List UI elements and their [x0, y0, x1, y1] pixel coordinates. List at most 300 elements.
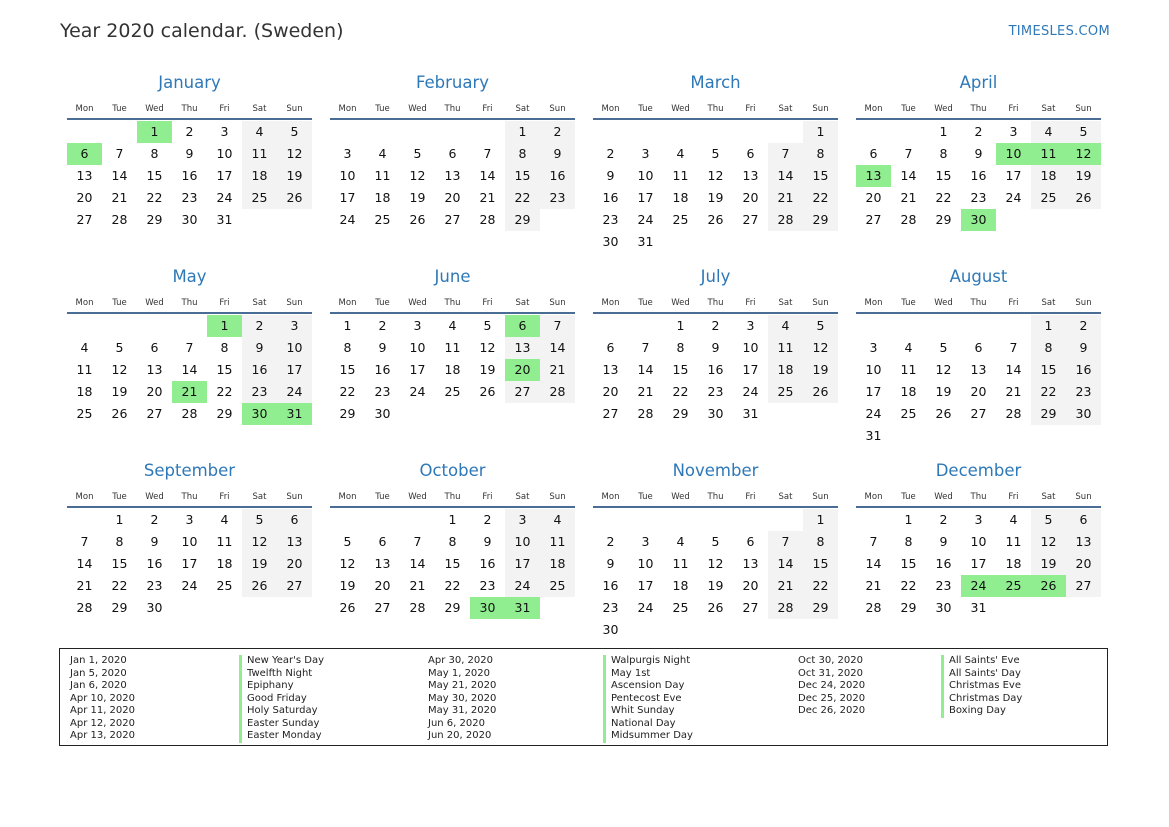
day-cell: 17: [1005, 168, 1022, 183]
weekday-label: Mon: [864, 298, 883, 308]
day-cell: 27: [602, 406, 619, 421]
weekday-header: [856, 104, 1101, 120]
weekday-label: Sat: [515, 104, 530, 114]
weekday-label: Tue: [638, 104, 653, 114]
day-cell: 28: [479, 212, 496, 227]
day-cell: 7: [540, 315, 575, 337]
day-cell: 17: [216, 168, 233, 183]
day-cell: 13: [970, 362, 987, 377]
weekday-label: Wed: [671, 492, 690, 502]
day-cell: 8: [904, 534, 913, 549]
weekday-label: Sun: [286, 298, 303, 308]
day-cell: 17: [339, 190, 356, 205]
day-cell: 30: [602, 622, 619, 637]
holiday-day-cell: 24: [961, 575, 996, 597]
day-cell: 14: [540, 337, 575, 359]
legend-holiday-name: May 1st: [603, 668, 693, 681]
day-cell: 17: [637, 578, 654, 593]
weekday-label: Thu: [970, 492, 987, 502]
holiday-day-cell: 13: [856, 165, 891, 187]
day-cell: 10: [409, 340, 426, 355]
day-cell: 4: [448, 318, 457, 333]
month-name: October: [419, 461, 486, 480]
legend-date: Dec 26, 2020: [798, 705, 866, 716]
day-cell: 27: [970, 406, 987, 421]
weekday-label: Wed: [145, 492, 164, 502]
day-cell: 15: [146, 168, 163, 183]
day-cell: 3: [220, 124, 229, 139]
month-may: [67, 267, 314, 457]
day-cell: 10: [277, 337, 312, 359]
day-cell: 19: [707, 578, 724, 593]
day-cell: 13: [146, 362, 163, 377]
legend-date: May 21, 2020: [428, 680, 497, 691]
day-cell: 12: [935, 362, 952, 377]
weekday-label: Tue: [112, 492, 127, 502]
legend-dates-column: [70, 655, 135, 743]
day-cell: 14: [479, 168, 496, 183]
weekday-label: Sat: [252, 492, 267, 502]
day-cell: 7: [768, 143, 803, 165]
day-cell: 24: [339, 212, 356, 227]
day-cell: 15: [111, 556, 128, 571]
day-cell: 4: [378, 146, 387, 161]
day-cell: 25: [374, 212, 391, 227]
day-cell: 5: [115, 340, 124, 355]
legend-dates-column: [798, 655, 865, 718]
legend-holiday-name: Ascension Day: [603, 680, 693, 693]
day-cell: 9: [974, 146, 983, 161]
weekday-label: Mon: [601, 492, 620, 502]
day-cell: 9: [939, 534, 948, 549]
day-cell: 23: [479, 578, 496, 593]
legend-date: Oct 30, 2020: [798, 655, 863, 666]
day-cell: 16: [540, 165, 575, 187]
weekday-label: Tue: [901, 298, 916, 308]
day-cell: 12: [111, 362, 128, 377]
weekday-label: Sun: [1075, 298, 1092, 308]
day-cell: 29: [803, 597, 838, 619]
weekday-label: Mon: [338, 298, 357, 308]
day-cell: 26: [242, 575, 277, 597]
holiday-day-cell: 1: [207, 315, 242, 337]
day-cell: 26: [803, 381, 838, 403]
month-name: August: [949, 267, 1008, 286]
day-cell: 15: [803, 553, 838, 575]
weekday-label: Wed: [408, 492, 427, 502]
month-name: November: [672, 461, 759, 480]
day-cell: 10: [637, 168, 654, 183]
day-cell: 25: [672, 600, 689, 615]
day-cell: 8: [150, 146, 159, 161]
weekday-label: Fri: [1008, 298, 1019, 308]
day-cell: 5: [711, 534, 720, 549]
legend-date: Oct 31, 2020: [798, 667, 863, 679]
day-cell: 6: [869, 146, 878, 161]
holiday-day-cell: 11: [1031, 143, 1066, 165]
day-cell: 11: [76, 362, 93, 377]
day-cell: 11: [540, 531, 575, 553]
day-cell: 13: [742, 168, 759, 183]
weekday-label: Thu: [707, 298, 724, 308]
weekday-label: Thu: [444, 298, 461, 308]
day-cell: 12: [479, 340, 496, 355]
weekday-label: Fri: [745, 492, 756, 502]
day-cell: 18: [768, 359, 803, 381]
day-cell: 23: [540, 187, 575, 209]
day-cell: 13: [76, 168, 93, 183]
day-cell: 30: [602, 234, 619, 249]
legend-holiday-name: Good Friday: [239, 693, 324, 706]
holiday-day-cell: 25: [996, 575, 1031, 597]
day-cell: 8: [505, 143, 540, 165]
day-cell: 4: [904, 340, 913, 355]
weekday-label: Fri: [482, 492, 493, 502]
day-cell: 24: [637, 212, 654, 227]
day-cell: 22: [505, 187, 540, 209]
day-cell: 17: [181, 556, 198, 571]
weekday-label: Sun: [1075, 104, 1092, 114]
day-cell: 31: [865, 428, 882, 443]
day-cell: 16: [707, 362, 724, 377]
holiday-day-cell: 1: [137, 121, 172, 143]
day-cell: 22: [1031, 381, 1066, 403]
day-cell: 14: [181, 362, 198, 377]
weekday-label: Wed: [145, 104, 164, 114]
day-cell: 2: [150, 512, 159, 527]
day-cell: 28: [1005, 406, 1022, 421]
day-cell: 24: [181, 578, 198, 593]
day-cell: 31: [742, 406, 759, 421]
month-name: September: [143, 461, 236, 480]
day-cell: 7: [1009, 340, 1018, 355]
day-cell: 25: [540, 575, 575, 597]
day-cell: 12: [707, 556, 724, 571]
day-cell: 29: [146, 212, 163, 227]
day-cell: 29: [111, 600, 128, 615]
day-cell: 27: [505, 381, 540, 403]
weekday-label: Sat: [252, 104, 267, 114]
day-cell: 21: [768, 187, 803, 209]
day-cell: 25: [76, 406, 93, 421]
month-name: June: [434, 267, 471, 286]
month-name: January: [158, 73, 221, 92]
day-cell: 15: [505, 165, 540, 187]
month-november: [593, 461, 840, 651]
day-cell: 21: [1005, 384, 1022, 399]
weekday-label: Tue: [112, 298, 127, 308]
day-cell: 6: [606, 340, 615, 355]
day-cell: 20: [374, 578, 391, 593]
day-cell: 3: [746, 318, 755, 333]
weekday-label: Sat: [515, 298, 530, 308]
day-cell: 19: [409, 190, 426, 205]
weekday-header: [856, 298, 1101, 314]
legend-date: May 30, 2020: [428, 692, 497, 704]
weekday-label: Fri: [219, 492, 230, 502]
holiday-day-cell: 30: [470, 597, 505, 619]
day-cell: 17: [742, 362, 759, 377]
day-cell: 22: [803, 575, 838, 597]
day-cell: 12: [1031, 531, 1066, 553]
weekday-label: Thu: [181, 298, 198, 308]
day-cell: 2: [711, 318, 720, 333]
month-name: March: [690, 73, 741, 92]
day-cell: 30: [181, 212, 198, 227]
weekday-label: Sun: [812, 492, 829, 502]
weekday-label: Wed: [408, 104, 427, 114]
legend-holiday-name: Twelfth Night: [239, 668, 324, 681]
day-cell: 4: [1009, 512, 1018, 527]
weekday-label: Fri: [219, 298, 230, 308]
day-cell: 29: [1031, 403, 1066, 425]
day-cell: 31: [970, 600, 987, 615]
legend-holiday-name: Christmas Day: [941, 693, 1022, 706]
day-cell: 22: [900, 578, 917, 593]
day-cell: 19: [1031, 553, 1066, 575]
day-cell: 18: [76, 384, 93, 399]
month-april: [856, 73, 1103, 263]
day-cell: 13: [277, 531, 312, 553]
day-cell: 28: [76, 600, 93, 615]
day-cell: 15: [803, 165, 838, 187]
month-july: [593, 267, 840, 457]
day-cell: 19: [479, 362, 496, 377]
day-cell: 23: [181, 190, 198, 205]
day-cell: 29: [935, 212, 952, 227]
day-cell: 25: [1031, 187, 1066, 209]
calendar-grid: [67, 73, 1103, 643]
month-january: [67, 73, 314, 263]
legend-date: Apr 12, 2020: [70, 717, 136, 729]
holiday-day-cell: 30: [242, 403, 277, 425]
weekday-header: [67, 492, 312, 508]
day-cell: 7: [185, 340, 194, 355]
day-cell: 6: [150, 340, 159, 355]
site-link[interactable]: TIMESLES.COM: [1008, 24, 1110, 39]
weekday-label: Sat: [778, 104, 793, 114]
day-cell: 3: [1009, 124, 1018, 139]
legend-holiday-name: Holy Saturday: [239, 705, 324, 718]
day-cell: 21: [479, 190, 496, 205]
month-name: July: [700, 267, 731, 286]
month-february: [330, 73, 577, 263]
day-cell: 14: [1005, 362, 1022, 377]
day-cell: 3: [641, 534, 650, 549]
day-cell: 28: [900, 212, 917, 227]
holiday-day-cell: 31: [277, 403, 312, 425]
day-cell: 14: [900, 168, 917, 183]
weekday-label: Mon: [338, 492, 357, 502]
page-title: Year 2020 calendar. (Sweden): [60, 20, 344, 42]
day-cell: 1: [939, 124, 948, 139]
day-cell: 7: [115, 146, 124, 161]
day-cell: 18: [672, 190, 689, 205]
day-cell: 22: [444, 578, 461, 593]
day-cell: 8: [939, 146, 948, 161]
day-cell: 1: [115, 512, 124, 527]
day-cell: 3: [185, 512, 194, 527]
day-cell: 29: [900, 600, 917, 615]
day-cell: 4: [80, 340, 89, 355]
day-cell: 4: [676, 146, 685, 161]
weekday-label: Thu: [181, 104, 198, 114]
day-cell: 16: [181, 168, 198, 183]
day-cell: 1: [343, 318, 352, 333]
day-cell: 10: [216, 146, 233, 161]
weekday-label: Wed: [934, 104, 953, 114]
day-cell: 15: [672, 362, 689, 377]
day-cell: 18: [444, 362, 461, 377]
month-name: May: [172, 267, 207, 286]
day-cell: 25: [672, 212, 689, 227]
day-cell: 19: [803, 359, 838, 381]
holiday-day-cell: 21: [172, 381, 207, 403]
day-cell: 14: [865, 556, 882, 571]
day-cell: 30: [374, 406, 391, 421]
legend-holiday-name: Easter Monday: [239, 730, 324, 743]
day-cell: 9: [483, 534, 492, 549]
day-cell: 5: [242, 509, 277, 531]
weekday-label: Thu: [444, 492, 461, 502]
weekday-label: Sat: [252, 298, 267, 308]
day-cell: 13: [602, 362, 619, 377]
day-cell: 12: [707, 168, 724, 183]
month-name: February: [415, 73, 490, 92]
day-cell: 6: [974, 340, 983, 355]
day-cell: 24: [742, 384, 759, 399]
weekday-label: Sat: [1041, 298, 1056, 308]
day-cell: 8: [676, 340, 685, 355]
day-cell: 16: [242, 359, 277, 381]
day-cell: 28: [768, 209, 803, 231]
weekday-label: Wed: [671, 104, 690, 114]
day-cell: 2: [540, 121, 575, 143]
weekday-header: [330, 492, 575, 508]
day-cell: 21: [111, 190, 128, 205]
day-cell: 26: [707, 212, 724, 227]
day-cell: 12: [277, 143, 312, 165]
legend-date: Jan 1, 2020: [70, 655, 127, 666]
day-cell: 1: [676, 318, 685, 333]
day-cell: 6: [378, 534, 387, 549]
weekday-label: Sat: [1041, 104, 1056, 114]
holiday-day-cell: 20: [505, 359, 540, 381]
day-cell: 27: [374, 600, 391, 615]
day-cell: 9: [711, 340, 720, 355]
day-cell: 20: [742, 190, 759, 205]
day-cell: 19: [935, 384, 952, 399]
day-cell: 15: [1031, 359, 1066, 381]
day-cell: 7: [768, 531, 803, 553]
weekday-label: Thu: [444, 104, 461, 114]
day-cell: 19: [1066, 165, 1101, 187]
day-cell: 5: [343, 534, 352, 549]
day-cell: 26: [277, 187, 312, 209]
day-cell: 28: [540, 381, 575, 403]
holiday-day-cell: 12: [1066, 143, 1101, 165]
weekday-header: [856, 492, 1101, 508]
weekday-label: Sat: [1041, 492, 1056, 502]
month-august: [856, 267, 1103, 457]
day-cell: 2: [378, 318, 387, 333]
day-cell: 11: [444, 340, 461, 355]
day-cell: 9: [606, 168, 615, 183]
month-october: [330, 461, 577, 651]
weekday-label: Mon: [338, 104, 357, 114]
day-cell: 16: [602, 578, 619, 593]
legend-date: Jun 20, 2020: [428, 730, 492, 741]
day-cell: 22: [935, 190, 952, 205]
day-cell: 24: [409, 384, 426, 399]
day-cell: 21: [540, 359, 575, 381]
day-cell: 13: [742, 556, 759, 571]
weekday-label: Tue: [112, 104, 127, 114]
day-cell: 18: [540, 553, 575, 575]
day-cell: 26: [935, 406, 952, 421]
day-cell: 15: [900, 556, 917, 571]
day-cell: 8: [1031, 337, 1066, 359]
weekday-label: Mon: [75, 298, 94, 308]
weekday-header: [330, 104, 575, 120]
holiday-day-cell: 10: [996, 143, 1031, 165]
day-cell: 17: [505, 553, 540, 575]
weekday-label: Tue: [375, 104, 390, 114]
month-september: [67, 461, 314, 651]
day-cell: 2: [974, 124, 983, 139]
weekday-header: [593, 298, 838, 314]
day-cell: 20: [602, 384, 619, 399]
legend-date: Jan 5, 2020: [70, 667, 127, 679]
day-cell: 18: [1005, 556, 1022, 571]
day-cell: 30: [707, 406, 724, 421]
day-cell: 2: [242, 315, 277, 337]
day-cell: 17: [409, 362, 426, 377]
weekday-label: Sun: [1075, 492, 1092, 502]
weekday-label: Fri: [745, 298, 756, 308]
day-cell: 7: [483, 146, 492, 161]
day-cell: 8: [115, 534, 124, 549]
day-cell: 15: [444, 556, 461, 571]
day-cell: 8: [220, 340, 229, 355]
day-cell: 23: [146, 578, 163, 593]
weekday-label: Tue: [638, 298, 653, 308]
day-cell: 20: [865, 190, 882, 205]
day-cell: 17: [637, 190, 654, 205]
day-cell: 21: [900, 190, 917, 205]
weekday-label: Mon: [601, 298, 620, 308]
day-cell: 20: [146, 384, 163, 399]
day-cell: 7: [869, 534, 878, 549]
day-cell: 6: [746, 146, 755, 161]
day-cell: 11: [900, 362, 917, 377]
weekday-label: Sun: [286, 104, 303, 114]
legend-holiday-name: Easter Sunday: [239, 718, 324, 731]
day-cell: 11: [672, 168, 689, 183]
legend-date: Dec 24, 2020: [798, 680, 866, 691]
day-cell: 27: [1066, 575, 1101, 597]
weekday-label: Wed: [934, 492, 953, 502]
day-cell: 17: [865, 384, 882, 399]
day-cell: 10: [742, 340, 759, 355]
day-cell: 14: [768, 165, 803, 187]
day-cell: 1: [904, 512, 913, 527]
weekday-header: [67, 298, 312, 314]
day-cell: 13: [444, 168, 461, 183]
weekday-label: Mon: [864, 104, 883, 114]
day-cell: 16: [146, 556, 163, 571]
day-cell: 7: [641, 340, 650, 355]
